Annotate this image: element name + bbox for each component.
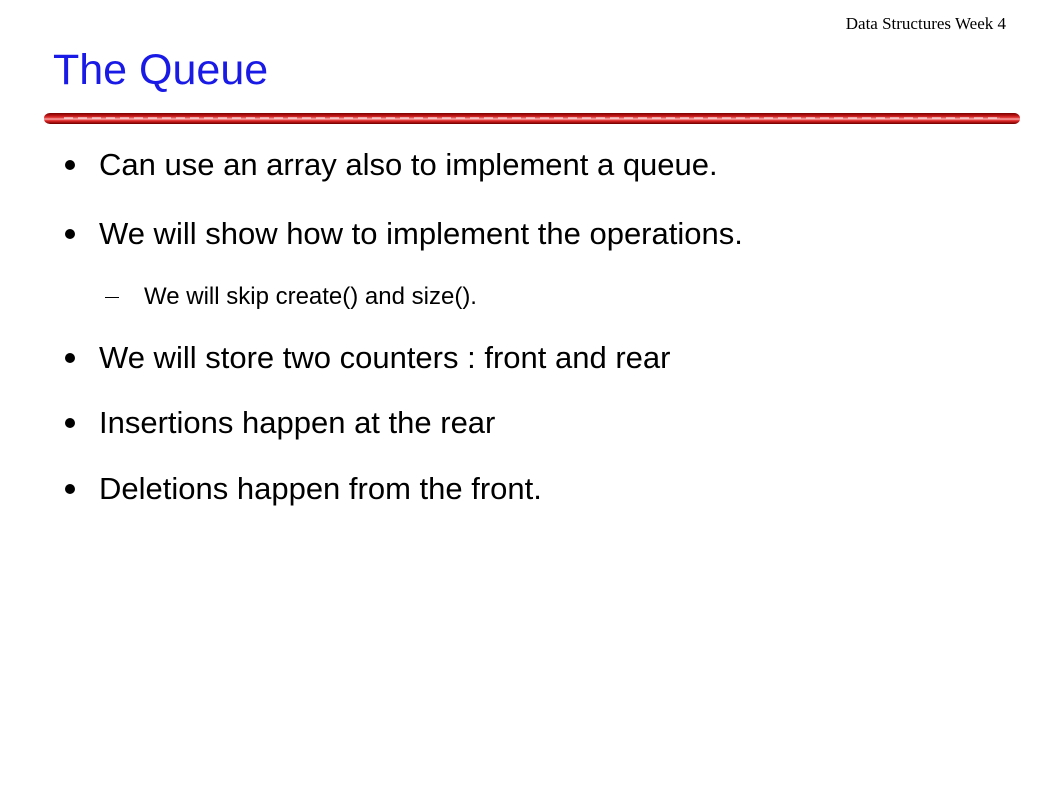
sub-bullet-text: We will skip create() and size(). [144,283,477,310]
bullet-dot-icon [65,418,75,428]
bullet-item [65,147,718,183]
header-course-label: Data Structures Week 4 [845,14,1006,33]
slide-title: The Queue [53,46,269,94]
bullet-text: Can use an array also to implement a queue. [99,147,718,182]
bullet-item [65,340,670,376]
bullet-text: Deletions happen from the front. [99,471,542,506]
bullet-dot-icon [65,353,75,363]
sub-bullet-dash-icon [105,297,119,298]
bullet-item [65,216,743,252]
bullet-text: We will store two counters : front and rear [99,340,671,375]
bullet-text: Insertions happen at the rear [99,405,496,440]
bullet-dot-icon [65,229,75,239]
bullet-dot-icon [65,484,75,494]
bullet-item [65,405,495,441]
bullet-item [65,471,542,507]
sub-bullet-item [105,283,477,311]
bullet-text: We will show how to implement the operations. [99,216,743,251]
bullet-dot-icon [65,160,75,170]
